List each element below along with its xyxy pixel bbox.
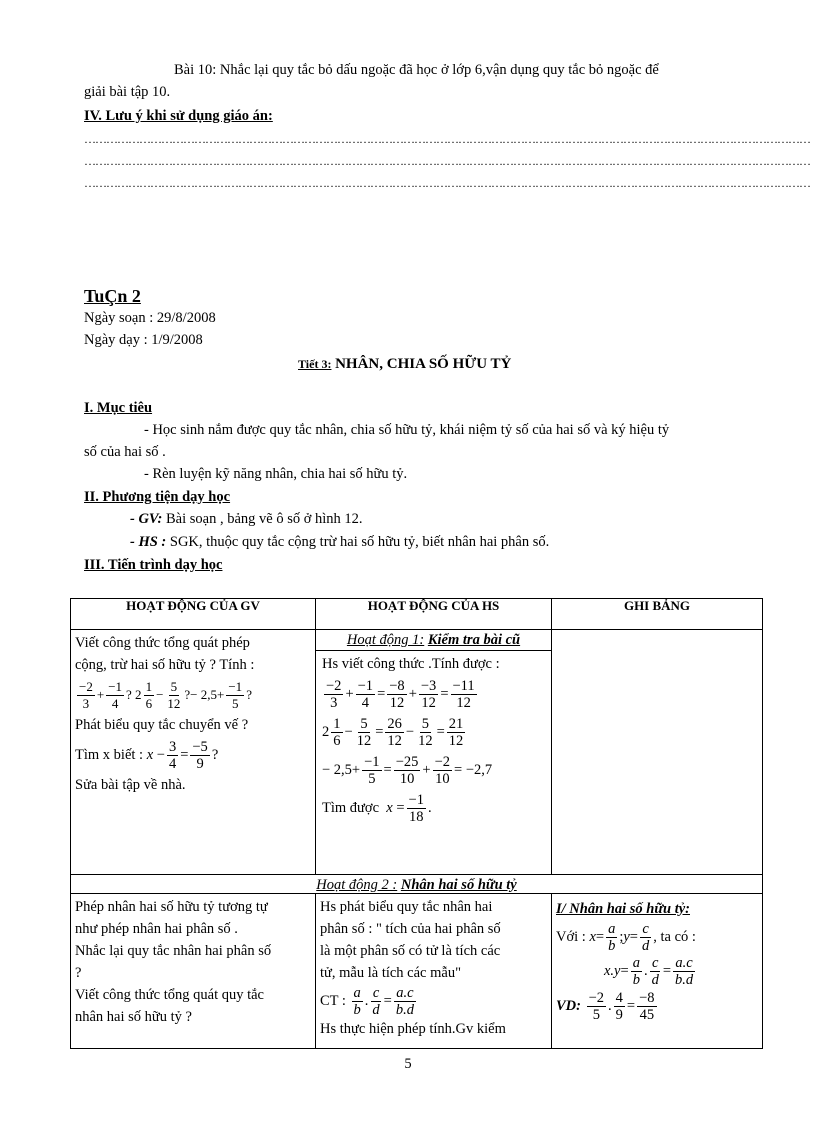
muc-tieu-line1: - Học sinh nắm được quy tắc nhân, chia số hữu tỷ, khái niệm tỷ số của hai số và ký hiệu tỷ [144, 422, 670, 438]
hd2-gv-l5: Viết công thức tổng quát quy tắc [75, 987, 264, 1003]
hd2-gb-heading: I/ Nhân hai số hữu tỷ: [556, 901, 690, 917]
hd1-gb-cell [552, 630, 763, 875]
hs-label: - HS : [130, 534, 167, 550]
col-hs-header: HOẠT ĐỘNG CỦA HS [316, 599, 552, 630]
hd2-hs-ct: CT : $\frac{a}{b}$ . $\frac{c}{d}$ = $\frac{a.c}{b.d}$ [320, 984, 414, 1018]
bai10-line2: giải bài tập 10. [84, 84, 171, 100]
hs-text: SGK, thuộc quy tắc cộng trừ hai số hữu tỷ, biết nhân hai phân số. [169, 534, 550, 550]
muc-tieu-heading: I. Mục tiêu [84, 400, 153, 416]
hd1-title: Hoạt động 1: Kiểm tra bài cũ [316, 630, 551, 651]
hd1-gv-cell [71, 630, 316, 875]
hd2-gb-formula: x.y = $\frac{a}{b}$ . $\frac{c}{d}$ = $\frac{a.c}{b.d}$ [604, 954, 694, 988]
dotted-line-1: ……………………………………………………………………………………………………………………………………………………………………………… [84, 132, 810, 146]
hd2-gv-l4: ? [75, 965, 82, 981]
phuong-tien-heading: II. Phương tiện dạy học [84, 489, 231, 505]
hd2-gv-l3: Nhắc lại quy tắc nhân hai phân số [75, 943, 272, 959]
dotted-line-3: ……………………………………………………………………………………………………………………………………………………………………………… [84, 176, 810, 190]
hd1-hs-cell [316, 630, 552, 875]
hd2-hs-cell [316, 894, 552, 1049]
muc-tieu-line3: - Rèn luyện kỹ năng nhân, chia hai số hữu tỷ. [144, 466, 408, 482]
lesson-title [298, 356, 511, 373]
hd2-gb-voi: Với : x = $\frac{a}{b}$ ; y = $\frac{c}{d}$ , ta có : [556, 920, 696, 954]
hd1-hs-eq1: $\frac{-2}{3}$ + $\frac{-1}{4}$ = $\frac{-8}{12}$ + $\frac{-3}{12}$ = $\frac{-11}{12}$ [326, 677, 475, 711]
hd2-gv-l2: như phép nhân hai phân số . [75, 921, 238, 937]
hd1-hs-eq3: − 2,5+ $\frac{-1}{5}$ = $\frac{-25}{10}$ + $\frac{-2}{10}$ = −2,7 [322, 753, 493, 787]
lesson-table [70, 598, 763, 1049]
hd1-gv-findx: Tìm x biết : x − $\frac{3}{4}$ = $\frac{-5}{9}$ ? [75, 738, 219, 772]
lesson-label: Tiết 3: [298, 357, 332, 371]
hd1-gv-math1: $\frac{-2}{3}$ + $\frac{-1}{4}$ ? 2 $\frac{1}{6}$ − $\frac{5}{12}$ ?− 2,5+ $\frac{-1}{5}$ ? [79, 678, 252, 711]
hd2-title-row [71, 875, 763, 894]
hd2-title: Hoạt động 2 : Nhân hai số hữu tỷ [71, 875, 763, 894]
hd2-hs-l2: phân số : " tích của hai phân số [320, 921, 501, 937]
hd2-row [71, 894, 763, 1049]
col-gv-header: HOẠT ĐỘNG CỦA GV [71, 599, 316, 630]
hd2-hs-l1: Hs phát biểu quy tắc nhân hai [320, 899, 493, 915]
bai10-line1: Bài 10: Nhắc lại quy tắc bỏ dấu ngoặc đã học ở lớp 6,vận dụng quy tắc bỏ ngoặc để [174, 62, 659, 78]
table-header-row [71, 599, 763, 630]
hd1-row [71, 630, 763, 875]
hd2-gb-cell [552, 894, 763, 1049]
ngay-soan: Ngày soạn : 29/8/2008 [84, 310, 216, 326]
hs-prep [130, 534, 549, 551]
hd2-hs-l4: tử, mẫu là tích các mẫu" [320, 965, 461, 981]
dotted-line-2: ……………………………………………………………………………………………………………………………………………………………………………… [84, 154, 810, 168]
hd1-gv-l5: Sửa bài tập về nhà. [75, 777, 186, 793]
col-gb-header: GHI BẢNG [552, 599, 763, 630]
tien-trinh-heading: III. Tiến trình dạy học [84, 557, 223, 573]
page-number: 5 [404, 1056, 412, 1072]
lesson-name: NHÂN, CHIA SỐ HỮU TỶ [335, 356, 512, 372]
hd2-hs-l3: là một phân số có tử là tích các [320, 943, 501, 959]
hd2-gv-l1: Phép nhân hai số hữu tỷ tương tự [75, 899, 268, 915]
hd1-gv-l3: Phát biểu quy tắc chuyển vế ? [75, 717, 249, 733]
hd2-gb-example: VD: $\frac{-2}{5}$ . $\frac{4}{9}$ = $\frac{-8}{45}$ [556, 989, 655, 1023]
week-title: TuÇn 2 [84, 286, 141, 306]
gv-prep [130, 511, 363, 528]
hd1-gv-l2: cộng, trừ hai số hữu tỷ ? Tính : [75, 657, 255, 673]
hd1-hs-l1: Hs viết công thức .Tính được : [322, 656, 500, 672]
hd2-hs-l5: Hs thực hiện phép tính.Gv kiểm [320, 1021, 506, 1037]
gv-text: Bài soạn , bảng vẽ ô số ở hình 12. [165, 511, 363, 527]
hd2-gv-l6: nhân hai số hữu tỷ ? [75, 1009, 192, 1025]
hd1-hs-eq2: 2 $\frac{1}{6}$ − $\frac{5}{12}$ = $\frac{26}{12}$ − $\frac{5}{12}$ = $\frac{21}{12}$ [322, 715, 464, 749]
ngay-day: Ngày dạy : 1/9/2008 [84, 332, 203, 348]
hd1-hs-found: Tìm được x = $\frac{-1}{18}$ . [322, 791, 432, 825]
hd1-gv-l1: Viết công thức tổng quát phép [75, 635, 250, 651]
muc-tieu-line2: số của hai số . [84, 444, 166, 460]
gv-label: - GV: [130, 511, 163, 527]
section4-heading: IV. Lưu ý khi sử dụng giáo án: [84, 108, 273, 124]
hd2-gv-cell [71, 894, 316, 1049]
